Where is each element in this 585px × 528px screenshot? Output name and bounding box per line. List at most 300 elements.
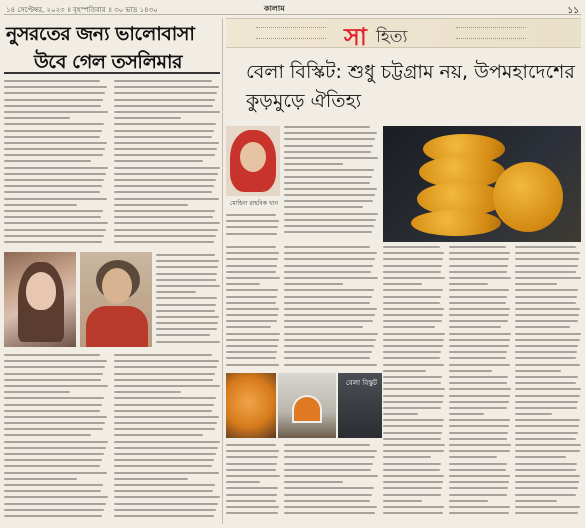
body-text-line [226, 450, 279, 452]
body-text-line [114, 515, 214, 517]
left-story [4, 18, 220, 524]
body-text-line [515, 283, 557, 285]
body-text-line [114, 160, 203, 162]
body-text-line [383, 320, 442, 322]
body-text-line [383, 339, 444, 341]
photo-tag: বেলা বিস্কুট [346, 379, 377, 387]
bakery-oven-photo [278, 373, 336, 438]
body-text-line [383, 450, 444, 452]
body-text-line [4, 216, 101, 218]
body-text-line [515, 388, 581, 390]
body-text-line [383, 382, 441, 384]
body-text-line [4, 241, 102, 243]
body-text-line [383, 506, 444, 508]
body-text-line [114, 167, 220, 169]
body-text-line [114, 123, 216, 125]
body-text-line [449, 413, 484, 415]
body-text-line [4, 198, 107, 200]
body-text-line [515, 308, 580, 310]
body-text-line [449, 475, 510, 477]
body-text-line [114, 434, 203, 436]
body-text-line [284, 231, 372, 233]
body-text-line [114, 509, 216, 511]
body-text-line [4, 185, 102, 187]
body-text-line [114, 86, 219, 88]
body-text-line [515, 277, 581, 279]
body-text-line [4, 366, 105, 368]
body-text-line [383, 469, 440, 471]
body-text-line [515, 481, 579, 483]
body-text-line [114, 80, 212, 82]
section-banner [226, 18, 581, 51]
body-text-line [284, 339, 376, 341]
body-text-line [4, 465, 100, 467]
body-text-line [449, 419, 510, 421]
body-text-line [383, 357, 440, 359]
body-text-line [156, 304, 216, 306]
body-text-line [114, 422, 217, 424]
body-text-line [114, 410, 212, 412]
body-text-line [114, 379, 213, 381]
left-body-col4 [114, 354, 220, 521]
left-headline-line1: নুসরতের জন্য ভালোবাসা [6, 23, 195, 45]
body-text-line [4, 80, 100, 82]
body-text-line [284, 314, 375, 316]
body-text-line [449, 388, 511, 390]
body-text-line [226, 226, 278, 228]
body-text-line [284, 225, 374, 227]
body-text-line [226, 469, 276, 471]
body-text-line [4, 210, 103, 212]
body-text-line [114, 154, 215, 156]
body-text-line [515, 506, 580, 508]
body-text-line [284, 126, 370, 128]
body-text-line [284, 145, 373, 147]
body-text-line [226, 444, 276, 446]
body-text-line [449, 271, 507, 273]
body-text-line [449, 382, 507, 384]
body-text-line [383, 432, 442, 434]
body-text-line [383, 246, 440, 248]
body-text-line [114, 490, 213, 492]
body-text-line [449, 481, 509, 483]
body-text-line [515, 494, 576, 496]
body-text-line [449, 296, 507, 298]
right-body-col1b [284, 246, 378, 370]
body-text-line [114, 447, 218, 449]
body-text-line [114, 354, 212, 356]
body-text-line [4, 235, 104, 237]
body-text-line [156, 254, 215, 256]
bakery-photo-1 [226, 373, 276, 438]
body-text-line [284, 364, 377, 366]
body-text-line [383, 364, 444, 366]
body-text-line [156, 297, 217, 299]
body-text-line [449, 246, 506, 248]
body-text-line [114, 185, 214, 187]
body-text-line [156, 260, 219, 262]
body-text-line [515, 265, 578, 267]
body-text-line [383, 345, 443, 347]
right-body-col0b [226, 246, 280, 370]
body-text-line [449, 456, 497, 458]
body-text-line [449, 339, 510, 341]
body-text-line [449, 444, 511, 446]
section-logo-text: হিত্য [376, 27, 408, 47]
body-text-line [4, 496, 108, 498]
body-text-line [284, 345, 374, 347]
body-text-line [383, 419, 444, 421]
body-text-line [515, 357, 576, 359]
body-text-line [4, 484, 103, 486]
body-text-line [4, 105, 101, 107]
body-text-line [4, 111, 108, 113]
body-text-line [449, 370, 492, 372]
body-text-line [515, 413, 552, 415]
body-text-line [383, 351, 441, 353]
body-text-line [284, 296, 372, 298]
body-text-line [226, 296, 277, 298]
body-text-line [114, 453, 216, 455]
body-text-line [284, 481, 343, 483]
body-text-line [4, 472, 107, 474]
body-text-line [226, 494, 277, 496]
body-text-line [226, 487, 278, 489]
body-text-line [449, 450, 510, 452]
body-text-line [284, 320, 373, 322]
body-text-line [284, 463, 373, 465]
body-text-line [156, 266, 218, 268]
body-text-line [449, 302, 506, 304]
left-body-col2b [156, 254, 220, 347]
body-text-line [383, 481, 443, 483]
body-text-line [4, 204, 77, 206]
body-text-line [515, 382, 576, 384]
section-divider [222, 18, 223, 524]
body-text-line [383, 463, 441, 465]
body-text-line [383, 444, 445, 446]
body-text-line [4, 509, 104, 511]
body-text-line [449, 487, 508, 489]
body-text-line [383, 258, 443, 260]
body-text-line [226, 463, 277, 465]
body-text-line [114, 179, 216, 181]
body-text-line [383, 438, 441, 440]
body-text-line [449, 351, 507, 353]
body-text-line [114, 241, 214, 243]
body-text-line [515, 271, 576, 273]
body-text-line [383, 407, 441, 409]
body-text-line [226, 252, 279, 254]
body-text-line [383, 500, 422, 502]
body-text-line [284, 132, 377, 134]
body-text-line [449, 357, 506, 359]
body-text-line [114, 391, 181, 393]
body-text-line [156, 310, 215, 312]
body-text-line [284, 351, 372, 353]
body-text-line [4, 503, 106, 505]
body-text-line [383, 388, 445, 390]
page-header-strip [4, 3, 581, 15]
body-text-line [4, 136, 100, 138]
body-text-line [226, 326, 271, 328]
actress-photo [4, 252, 76, 347]
body-text-line [284, 219, 376, 221]
body-text-line [515, 370, 561, 372]
body-text-line [284, 206, 363, 208]
body-text-line [284, 308, 377, 310]
body-text-line [449, 469, 506, 471]
body-text-line [284, 188, 377, 190]
body-text-line [4, 397, 104, 399]
body-text-line [284, 157, 378, 159]
body-text-line [515, 401, 578, 403]
body-text-line [4, 99, 103, 101]
body-text-line [383, 395, 444, 397]
newspaper-brand: কালাম [264, 3, 285, 13]
body-text-line [284, 176, 372, 178]
body-text-line [449, 252, 510, 254]
body-text-line [515, 339, 580, 341]
body-text-line [449, 425, 509, 427]
banner-ornament-left [256, 27, 326, 39]
body-text-line [383, 401, 443, 403]
left-body-col1 [4, 80, 108, 247]
body-text-line [114, 142, 219, 144]
body-text-line [515, 296, 577, 298]
right-body-col2 [383, 246, 445, 518]
body-text-line [156, 285, 220, 287]
body-text-line [284, 283, 343, 285]
body-text-line [4, 160, 91, 162]
body-text-line [4, 391, 70, 393]
body-text-line [383, 425, 443, 427]
body-text-line [4, 453, 104, 455]
body-text-line [4, 173, 106, 175]
body-text-line [114, 229, 218, 231]
body-text-line [226, 351, 277, 353]
body-text-line [383, 271, 441, 273]
body-text-line [449, 258, 509, 260]
body-text-line [449, 432, 508, 434]
body-text-line [114, 191, 212, 193]
body-text-line [449, 506, 510, 508]
main-headline: বেলা বিস্কিট: শুধু চট্টগ্রাম নয়, উপমহাদেশের কুড়মুড়ে ঐতিহ্য [246, 61, 575, 112]
body-text-line [515, 432, 578, 434]
body-text-line [4, 92, 105, 94]
body-text-line [284, 289, 374, 291]
body-text-line [383, 456, 431, 458]
body-text-line [114, 222, 220, 224]
body-text-line [114, 92, 217, 94]
body-text-line [284, 252, 377, 254]
body-text-line [284, 487, 374, 489]
body-text-line [383, 302, 440, 304]
body-text-line [383, 333, 445, 335]
body-text-line [114, 465, 212, 467]
author-photo [226, 126, 280, 196]
body-text-line [383, 308, 444, 310]
body-text-line [4, 428, 103, 430]
body-text-line [383, 296, 441, 298]
body-text-line [515, 463, 577, 465]
body-text-line [383, 283, 422, 285]
body-text-line [515, 314, 579, 316]
body-text-line [449, 463, 507, 465]
body-text-line [449, 345, 509, 347]
body-text-line [226, 345, 278, 347]
body-text-line [284, 357, 370, 359]
right-body-col0 [226, 214, 280, 239]
body-text-line [4, 360, 107, 362]
body-text-line [515, 351, 577, 353]
body-text-line [114, 385, 220, 387]
body-text-line [383, 512, 443, 514]
body-text-line [284, 138, 375, 140]
right-body-col4 [515, 246, 581, 518]
body-text-line [284, 302, 370, 304]
body-text-line [226, 271, 276, 273]
body-text-line [515, 469, 576, 471]
body-text-line [4, 373, 103, 375]
body-text-line [4, 123, 104, 125]
body-text-line [114, 496, 220, 498]
body-text-line [4, 142, 107, 144]
literature-section [226, 18, 581, 524]
body-text-line [515, 425, 579, 427]
body-text-line [4, 478, 77, 480]
body-text-line [226, 265, 277, 267]
body-text-line [4, 404, 102, 406]
body-text-line [284, 450, 377, 452]
body-text-line [114, 99, 215, 101]
body-text-line [4, 117, 70, 119]
body-text-line [114, 210, 215, 212]
body-text-line [383, 475, 444, 477]
body-text-line [515, 475, 580, 477]
body-text-line [284, 326, 363, 328]
body-text-line [226, 320, 277, 322]
body-text-line [156, 322, 218, 324]
body-text-line [284, 163, 343, 165]
body-text-line [4, 154, 103, 156]
body-text-line [383, 494, 441, 496]
body-text-line [284, 506, 377, 508]
body-text-line [4, 167, 108, 169]
body-text-line [114, 397, 216, 399]
body-text-line [156, 273, 217, 275]
body-text-line [4, 229, 106, 231]
body-text-line [284, 512, 375, 514]
body-text-line [114, 148, 217, 150]
body-text-line [383, 277, 445, 279]
body-text-line [515, 302, 576, 304]
body-text-line [284, 494, 372, 496]
body-text-line [226, 512, 278, 514]
body-text-line [383, 252, 444, 254]
body-text-line [515, 500, 557, 502]
body-text-line [226, 246, 276, 248]
body-text-line [449, 512, 509, 514]
body-text-line [156, 341, 220, 343]
body-text-line [4, 385, 108, 387]
body-text-line [284, 246, 370, 248]
body-text-line [4, 441, 108, 443]
body-text-line [515, 333, 581, 335]
body-text-line [226, 277, 280, 279]
right-body-col1c [284, 444, 378, 518]
body-text-line [4, 490, 101, 492]
body-text-line [515, 438, 576, 440]
body-text-line [114, 204, 188, 206]
body-text-line [114, 216, 213, 218]
banner-ornament-right [456, 27, 526, 39]
body-text-line [226, 357, 276, 359]
body-text-line [4, 416, 107, 418]
body-text-line [515, 376, 578, 378]
body-text-line [4, 379, 101, 381]
right-body-col3 [449, 246, 511, 518]
body-text-line [515, 419, 580, 421]
body-text-line [114, 173, 218, 175]
left-body-col3 [4, 354, 108, 521]
body-text-line [383, 487, 442, 489]
body-text-line [114, 472, 219, 474]
body-text-line [114, 373, 215, 375]
body-text-line [383, 376, 442, 378]
body-text-line [284, 151, 371, 153]
body-text-line [383, 326, 435, 328]
body-text-line [449, 265, 508, 267]
body-text-line [4, 222, 108, 224]
body-text-line [284, 194, 375, 196]
body-text-line [449, 320, 508, 322]
body-text-line [515, 450, 580, 452]
body-text-line [449, 500, 488, 502]
body-text-line [226, 308, 279, 310]
body-text-line [226, 314, 278, 316]
body-text-line [4, 86, 107, 88]
body-text-line [156, 328, 217, 330]
body-text-line [114, 198, 219, 200]
left-body-col2 [114, 80, 220, 247]
body-text-line [226, 233, 277, 235]
body-text-line [515, 444, 581, 446]
body-text-line [114, 416, 219, 418]
body-text-line [226, 214, 276, 216]
body-text-line [284, 271, 371, 273]
right-body-col0c [226, 444, 280, 518]
body-text-line [284, 169, 374, 171]
body-text-line [114, 441, 220, 443]
body-text-line [226, 456, 278, 458]
body-text-line [449, 308, 510, 310]
body-text-line [114, 235, 216, 237]
body-text-line [383, 314, 443, 316]
body-text-line [4, 130, 102, 132]
body-text-line [383, 370, 426, 372]
body-text-line [284, 265, 373, 267]
body-text-line [4, 148, 105, 150]
body-text-line [449, 326, 501, 328]
body-text-line [226, 283, 260, 285]
body-text-line [515, 364, 580, 366]
body-text-line [114, 360, 219, 362]
body-text-line [4, 354, 100, 356]
writer-photo [80, 252, 152, 347]
author-caption: মোহিনা রাহবিক খান [229, 200, 279, 207]
body-text-line [114, 459, 214, 461]
